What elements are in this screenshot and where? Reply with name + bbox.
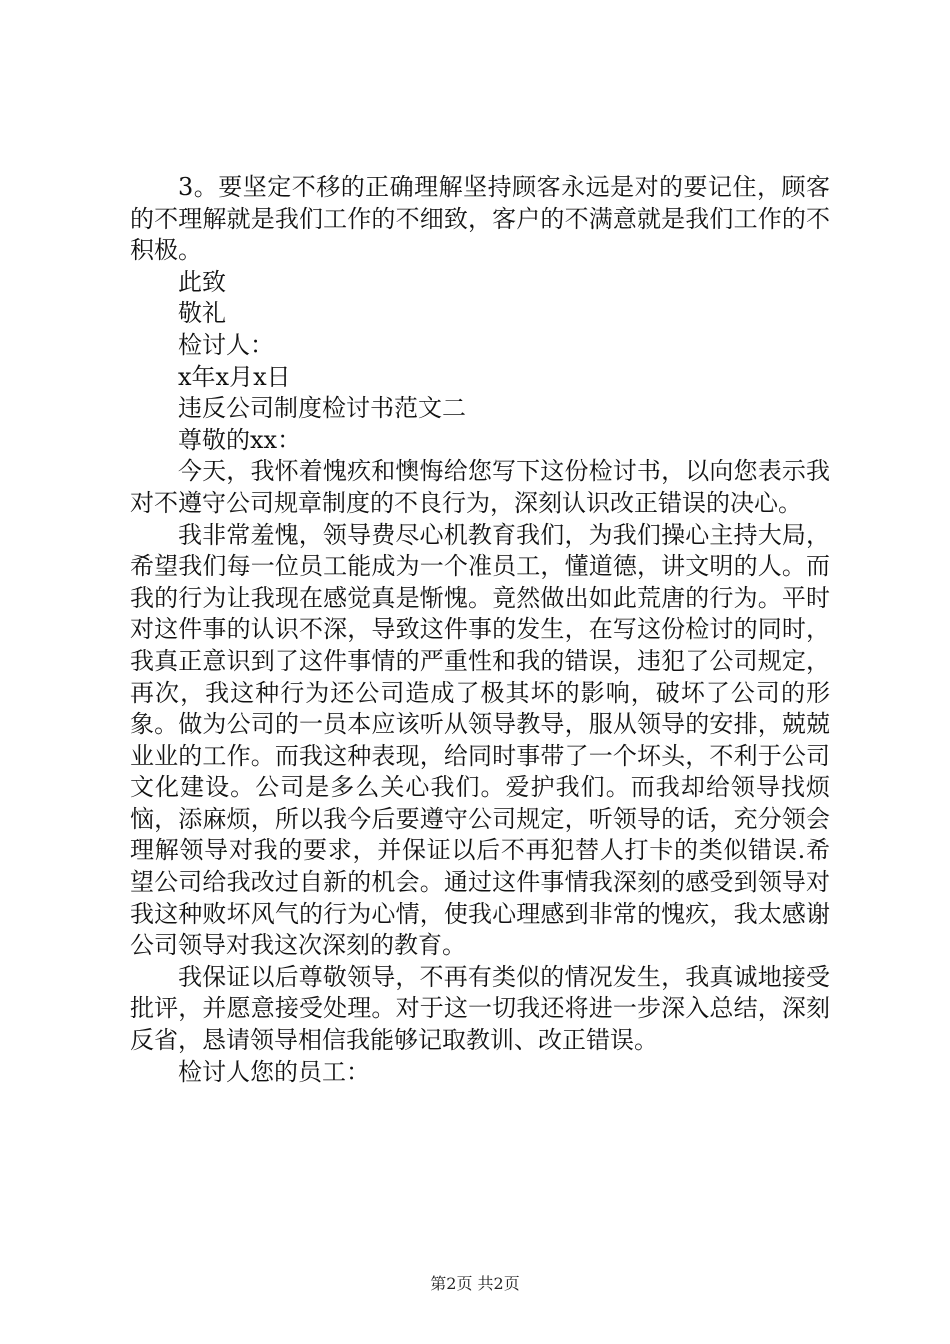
closing-regards: 敬礼 [178,299,226,328]
signature-label: 检讨人： [178,330,274,359]
paragraph-intro: 今天，我怀着愧疚和懊悔给您写下这份检讨书，以向您表示我对不遵守公司规章制度的不良行为，深刻认识改正错误的决心。 [130,457,830,517]
paragraph-promise: 我保证以后尊敬领导，不再有类似的情况发生，我真诚地接受批评，并愿意接受处理。对于这一切我还将进一步深入总结，深刻反省，恳请领导相信我能够记取教训、改正错误。 [130,962,830,1055]
signature-employee: 检讨人您的员工： [178,1057,370,1086]
closing-salutation: 此致 [178,267,226,296]
document-body [130,172,830,1088]
paragraph-customer-point: 3。要坚定不移的正确理解坚持顾客永远是对的要记住，顾客的不理解就是我们工作的不细致，客户的不满意就是我们工作的不积极。 [130,173,830,265]
page-number: 第2页 共2页 [430,1274,520,1293]
paragraph-reflection: 我非常羞愧，领导费尽心机教育我们，为我们操心主持大局，希望我们每一位员工能成为一个准员工，懂道德，讲文明的人。而我的行为让我现在感觉真是惭愧。竟然做出如此荒唐的行为。平时对这件事的认识不深，导致这件事的发生，在写这份检讨的同时，我真正意识到了这件事情的严重性和我的错误，违犯了公司规定，再次，我这种行为还公司造成了极其坏的影响，破坏了公司的形象。做为公司的一员本应该听从领导教导，服从领导的安排，兢兢业业的工作。而我这种表现，给同时事带了一个坏头，不利于公司文化建设。公司是多么关心我们。爱护我们。而我却给领导找烦恼，添麻烦，所以我今后要遵守公司规定，听领导的话，充分领会理解领导对我的要求，并保证以后不再犯替人打卡的类似错误.希望公司给我改过自新的机会。通过这件事情我深刻的感受到领导对我这种败坏风气的行为心情，使我心理感到非常的愧疚，我太感谢公司领导对我这次深刻的教育。 [130,520,830,960]
greeting: 尊敬的xx： [178,425,302,454]
date-line: x年x月x日 [178,362,291,391]
section-title: 违反公司制度检讨书范文二 [178,394,466,423]
